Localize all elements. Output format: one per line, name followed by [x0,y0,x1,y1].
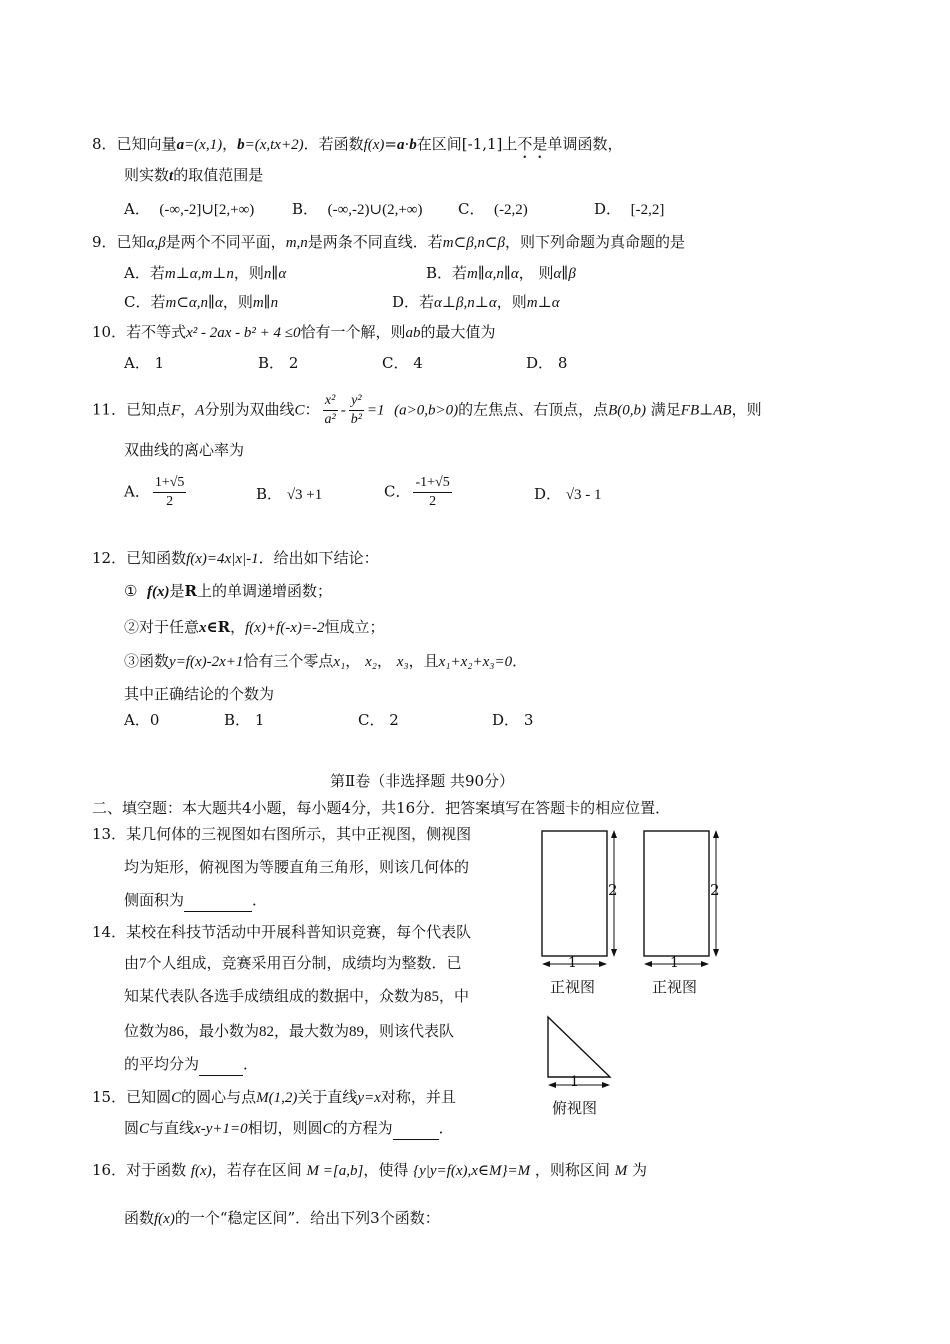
emphasis-dotted: 不是 [517,135,548,153]
q16-line2: 函数f(x)的一个“稳定区间”．给出下列3个函数： [124,1209,440,1227]
q8-line2: 则实数t的取值范围是 [124,166,264,184]
q11-line2: 双曲线的离心率为 [124,441,245,459]
q10-option-a: A． 1 [124,354,165,372]
q9-option-b: B．若m∥α,n∥α， 则α∥β [426,264,576,282]
q11-option-a: A． $\frac{1+√5}{2}$ [124,475,185,509]
q14-line4: 位数为86，最小数为82，最大数为89，则该代表队 [124,1022,455,1040]
part2-instruction: 二、填空题：本大题共4小题，每小题4分，共16分．把答案填写在答题卡的相应位置． [92,799,671,817]
q14-line3: 知某代表队各选手成绩组成的数据中，众数为85，中 [124,987,470,1005]
q11-option-d: D． √3 - 1 [534,485,602,503]
q9-option-d: D．若α⊥β,n⊥α，则m⊥α [392,293,560,311]
q12-stem: 12．已知函数f(x)=4x|x|-1．给出如下结论： [92,549,379,567]
q8-option-c: C． (-2,2) [458,200,528,218]
q13-line3: 侧面积为 ． [124,889,267,912]
q8-option-a: A． (-∞,-2]∪[2,+∞) [124,200,255,218]
q10-stem: 10．若不等式x² - 2ax - b² + 4 ≤0恰有一个解，则ab的最大值为 [92,323,496,341]
q10-option-c: C． 4 [382,354,423,372]
top-width-label: 1 [570,1074,579,1090]
q14-line5: 的平均分为 ． [124,1053,258,1076]
q11-stem: 11．已知点F，A分别为双曲线C： $\frac{\text{x²}}{\text{a²}}$ - $\frac{\text{y²}}{\text{b²}}$ =1 (a>0,b>0)的左焦点、右顶点，点B(0,b) 满足FB⊥AB，则 [92,393,762,427]
q12-option-d: D． 3 [492,711,534,729]
option-c-fraction: $\frac{-1+√5}{2}$ [415,475,450,509]
answer-blank [199,1053,243,1076]
q15-line1: 15．已知圆C的圆心与点M(1,2)关于直线y=x对称，并且 [92,1088,456,1106]
side-view [644,830,719,967]
top-view [542,1012,618,1092]
q9-option-c: C．若m⊂α,n∥α，则m∥n [124,293,279,311]
q9-option-a: A．若m⊥α,m⊥n，则n∥α [124,264,287,282]
part2-heading: 第Ⅱ卷（非选择题 共90分） [330,772,515,790]
q12-option-a: A．0 [124,711,160,729]
q16-line1: 16．对于函数 f(x)，若存在区间 M =[a,b]，使得 {y|y=f(x),x∈M}=M ，则称区间 M 为 [92,1161,647,1179]
front-view [542,830,617,967]
q8-option-b: B． (-∞,-2)∪(2,+∞) [292,200,423,218]
q13-line1: 13．某几何体的三视图如右图所示，其中正视图，侧视图 [92,825,472,843]
answer-blank [393,1117,439,1140]
q14-line1: 14．某校在科技节活动中开展科普知识竞赛，每个代表队 [92,923,472,941]
top-view-caption: 俯视图 [552,1099,598,1117]
front-view-caption: 正视图 [550,978,596,996]
q12-conclusion-2: ②对于任意x∈R，f(x)+f(-x)=-2恒成立； [124,618,385,636]
q10-option-b: B． 2 [258,354,299,372]
q12-option-b: B． 1 [224,711,265,729]
q12-question: 其中正确结论的个数为 [124,685,275,703]
q8-stem: 8．已知向量a=(x,1)，b=(x,tx+2)．若函数f(x)=a·b在区间[-1,1]上不是单调函数， [92,135,623,153]
front-height-label: 2 [608,881,618,899]
q8-option-d: D． [-2,2] [594,200,665,218]
q12-option-c: C． 2 [358,711,399,729]
q12-conclusion-1: ① f(x)是R上的单调递增函数； [124,582,332,600]
q15-line2: 圆C与直线x-y+1=0相切，则圆C的方程为 ． [124,1117,454,1140]
side-width-label: 1 [670,955,679,971]
option-a-fraction: $\frac{1+√5}{2}$ [154,475,185,509]
q11-option-c: C． $\frac{-1+√5}{2}$ [384,475,450,509]
side-view-caption: 正视图 [652,978,698,996]
side-height-label: 2 [710,881,720,899]
q14-line2: 由7个人组成，竞赛采用百分制，成绩均为整数．已 [124,954,462,972]
q13-line2: 均为矩形，俯视图为等腰直角三角形，则该几何体的 [124,858,470,876]
hyperbola-y-fraction: $\frac{\text{y²}}{\text{b²}}$ [350,393,362,427]
q10-option-d: D． 8 [526,354,568,372]
q12-conclusion-3: ③函数y=f(x)-2x+1恰有三个零点x₁， x₂， x₃，且x₁+x₂+x₃=0． [124,652,528,670]
q9-stem: 9．已知α,β是两个不同平面，m,n是两条不同直线．若m⊂β,n⊂β，则下列命题为真命题的是 [92,233,685,251]
front-width-label: 1 [568,955,577,971]
q11-option-b: B． √3 +1 [256,485,323,503]
hyperbola-x-fraction: $\frac{\text{x²}}{\text{a²}}$ [324,393,336,427]
answer-blank [184,889,252,912]
